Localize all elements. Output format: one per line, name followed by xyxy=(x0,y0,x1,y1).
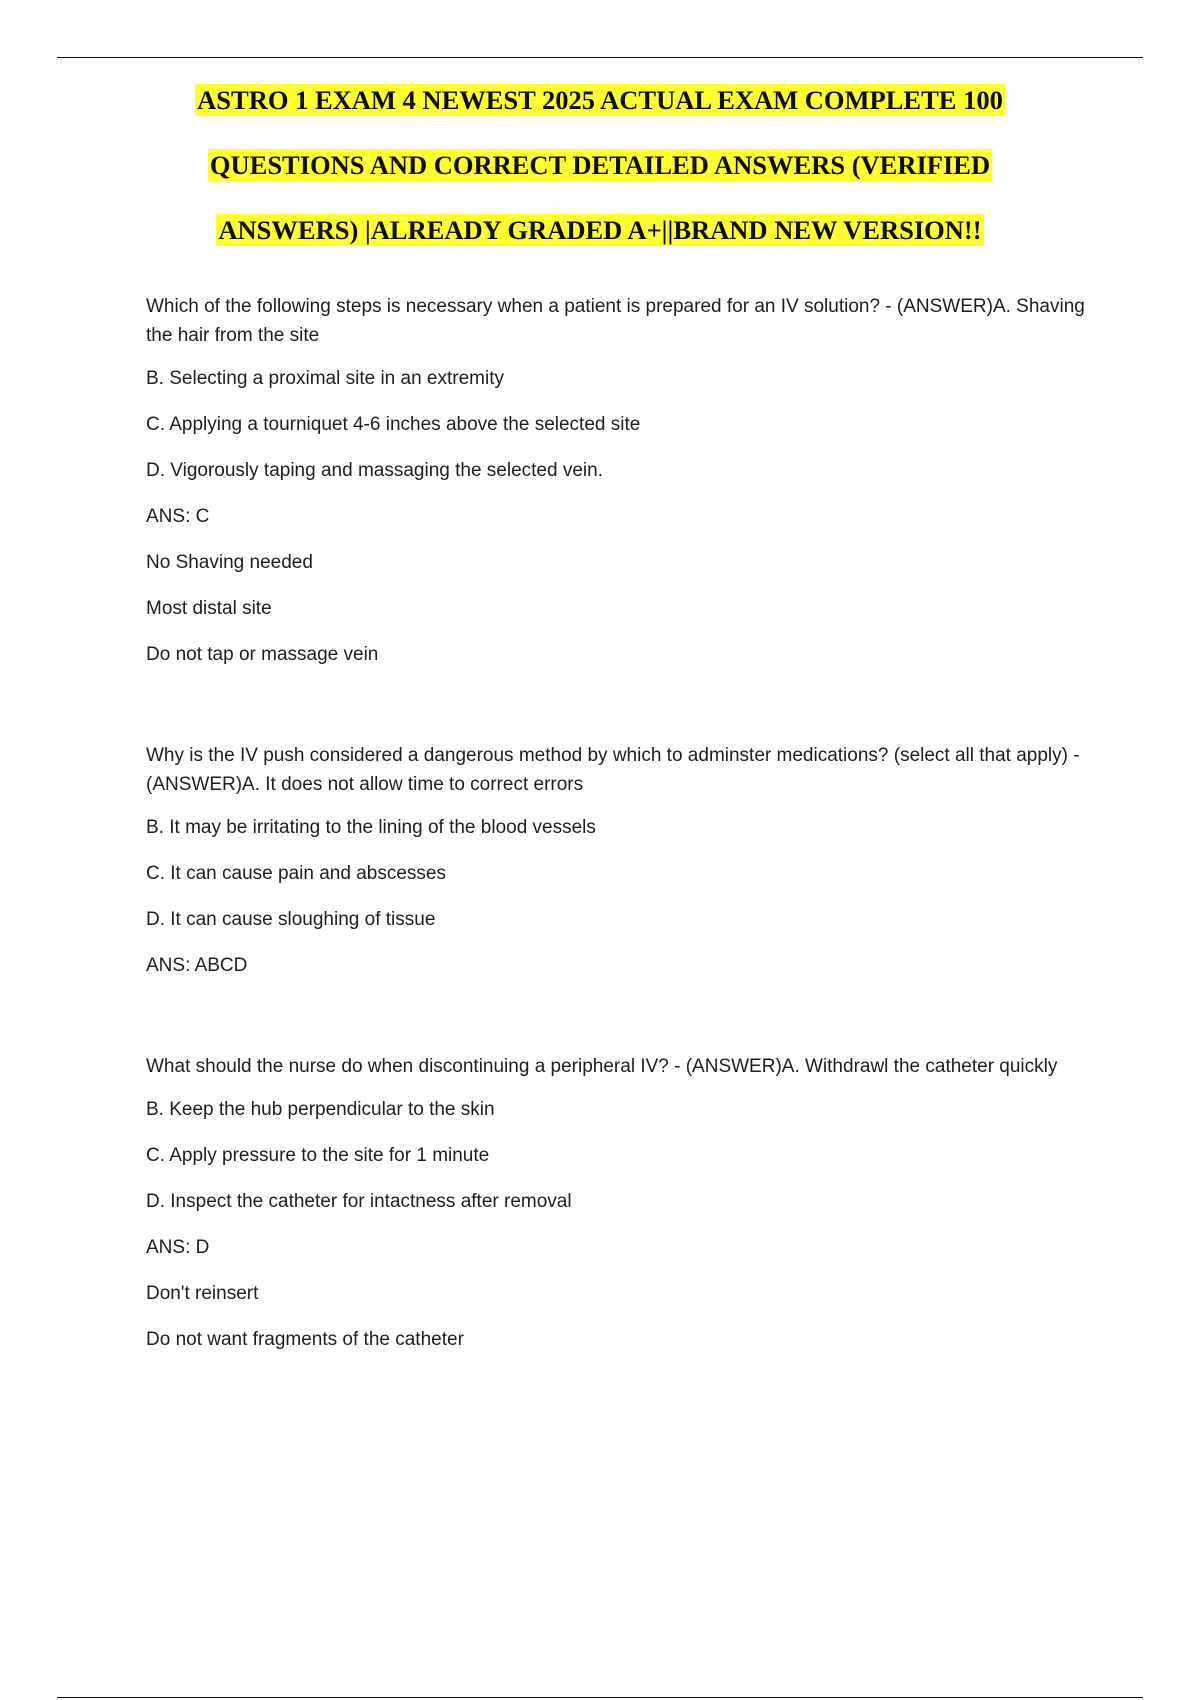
question-block-2 xyxy=(146,741,1096,980)
question-text: Which of the following steps is necessary when a patient is prepared for an IV solution? - (ANSWER)A. Shaving the hair from the site xyxy=(146,296,1085,346)
answer-key: ANS: ABCD xyxy=(146,955,248,976)
question-text: Why is the IV push considered a dangerous method by which to adminster medications? (select all that apply) - (ANSWER)A. It does not allow time to correct errors xyxy=(146,745,1080,795)
answer-option: C. Applying a tourniquet 4-6 inches above the selected site xyxy=(146,414,641,435)
answer-option: D. It can cause sloughing of tissue xyxy=(146,909,436,930)
answer-key: ANS: C xyxy=(146,506,210,527)
answer-option: D. Inspect the catheter for intactness after removal xyxy=(146,1191,572,1212)
question-block-3 xyxy=(146,1052,1096,1354)
title-line-text: QUESTIONS AND CORRECT DETAILED ANSWERS (VERIFIED xyxy=(209,150,991,180)
rationale-note: No Shaving needed xyxy=(146,552,313,573)
rationale-note: Do not want fragments of the catheter xyxy=(146,1329,464,1350)
answer-option: B. Keep the hub perpendicular to the skin xyxy=(146,1099,495,1120)
title-line-text: ASTRO 1 EXAM 4 NEWEST 2025 ACTUAL EXAM COMPLETE 100 xyxy=(197,85,1003,115)
rationale-note: Do not tap or massage vein xyxy=(146,644,379,665)
rationale-note: Don't reinsert xyxy=(146,1283,259,1304)
title-line xyxy=(57,133,1143,198)
header-rule xyxy=(57,57,1143,58)
rationale-note: Most distal site xyxy=(146,598,272,619)
footer-rule xyxy=(57,1697,1143,1698)
title-line xyxy=(57,198,1143,263)
answer-key: ANS: D xyxy=(146,1237,210,1258)
answer-option: B. Selecting a proximal site in an extremity xyxy=(146,368,504,389)
answer-option: B. It may be irritating to the lining of the blood vessels xyxy=(146,817,596,838)
answer-option: C. Apply pressure to the site for 1 minute xyxy=(146,1145,490,1166)
question-text: What should the nurse do when discontinuing a peripheral IV? - (ANSWER)A. Withdrawl the catheter quickly xyxy=(146,1056,1058,1077)
answer-option: C. It can cause pain and abscesses xyxy=(146,863,446,884)
question-block-1 xyxy=(146,292,1096,669)
title-line-text: ANSWERS) |ALREADY GRADED A+||BRAND NEW VERSION!! xyxy=(218,215,982,245)
title-line xyxy=(57,68,1143,133)
document-body xyxy=(146,292,1096,1426)
answer-option: D. Vigorously taping and massaging the selected vein. xyxy=(146,460,603,481)
document-title xyxy=(57,68,1143,263)
